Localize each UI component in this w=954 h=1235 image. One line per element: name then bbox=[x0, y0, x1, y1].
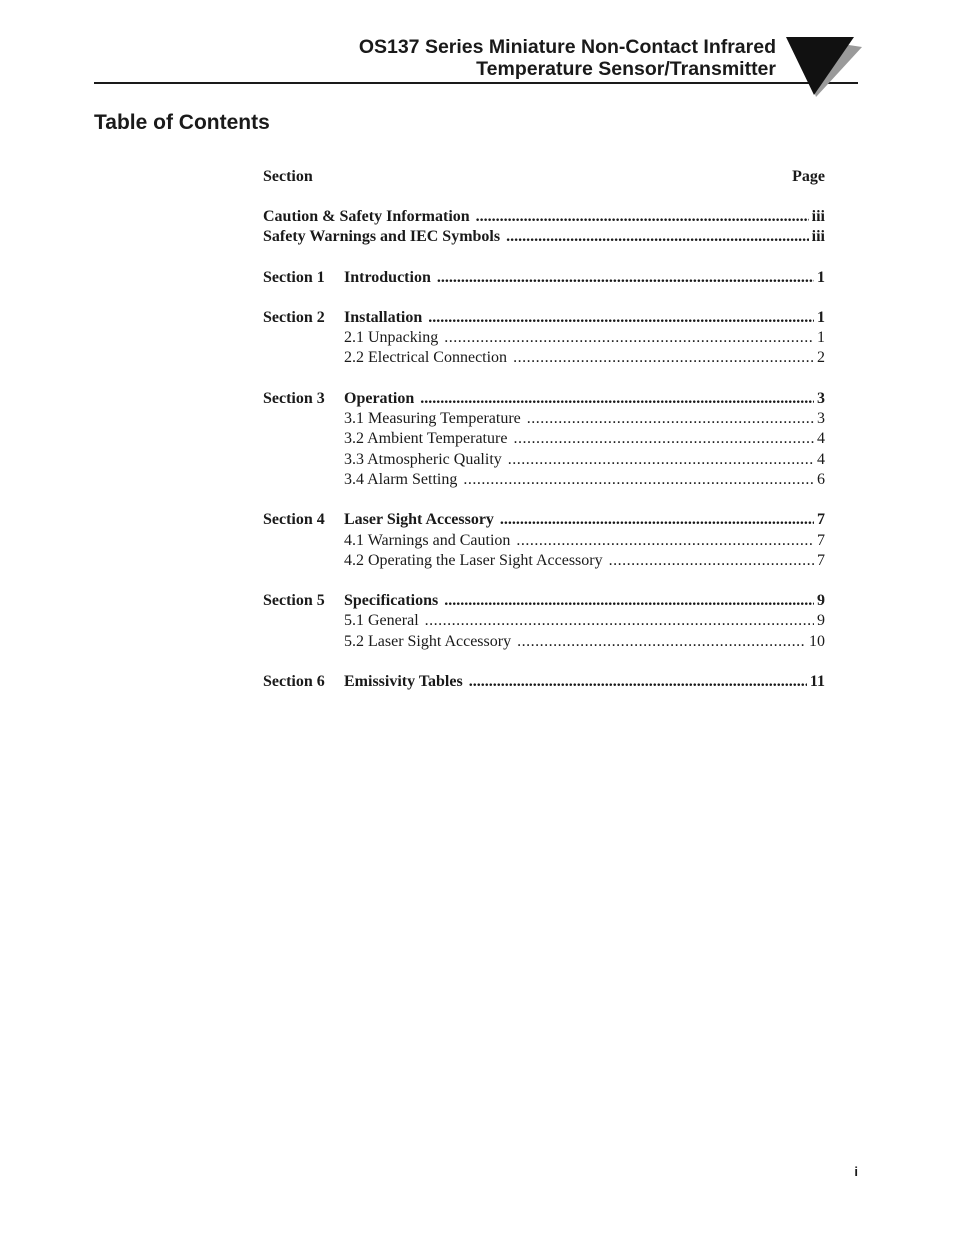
dot-leader bbox=[420, 389, 814, 409]
toc-front-entry bbox=[263, 227, 825, 247]
entry-label: 3.2 Ambient Temperature bbox=[344, 430, 508, 448]
entry-label: 4.1 Warnings and Caution bbox=[344, 531, 511, 549]
dot-leader bbox=[425, 611, 814, 631]
entry-label: 3.1 Measuring Temperature bbox=[344, 410, 521, 428]
entry-page: 6 bbox=[817, 470, 825, 488]
toc-subsection-entry bbox=[263, 409, 825, 429]
dot-leader bbox=[609, 551, 814, 571]
dot-leader bbox=[513, 348, 814, 368]
page-column-header: Page bbox=[792, 168, 825, 185]
entry-label: Operation bbox=[344, 389, 415, 407]
entry-label: 5.1 General bbox=[344, 612, 419, 630]
toc-subsection-entry bbox=[263, 450, 825, 470]
dot-leader bbox=[506, 227, 809, 247]
entry-page: 7 bbox=[817, 551, 825, 569]
toc-front-entry bbox=[263, 207, 825, 227]
dot-leader bbox=[469, 672, 807, 692]
dot-leader bbox=[444, 591, 814, 611]
entry-label: 2.2 Electrical Connection bbox=[344, 349, 508, 367]
omega-triangle-logo-icon bbox=[784, 37, 862, 97]
section-number: Section 1 bbox=[263, 268, 325, 286]
toc-section-entry bbox=[263, 389, 825, 409]
entry-label: Emissivity Tables bbox=[344, 673, 463, 691]
entry-page: 2 bbox=[817, 349, 825, 367]
toc-section-entry bbox=[263, 308, 825, 328]
dot-leader bbox=[508, 450, 814, 470]
entry-page: 1 bbox=[817, 308, 825, 326]
toc-section-entry bbox=[263, 672, 825, 692]
section-column-header: Section bbox=[263, 168, 313, 185]
dot-leader bbox=[428, 308, 814, 328]
dot-leader bbox=[500, 510, 814, 530]
entry-page: 4 bbox=[817, 450, 825, 468]
section-number: Section 2 bbox=[263, 308, 325, 326]
toc-section-entry bbox=[263, 510, 825, 530]
dot-leader bbox=[476, 207, 809, 227]
entry-label: Laser Sight Accessory bbox=[344, 511, 494, 529]
entry-page: 7 bbox=[817, 531, 825, 549]
page-number: i bbox=[854, 1164, 858, 1179]
entry-label: Caution & Safety Information bbox=[263, 208, 470, 225]
dot-leader bbox=[463, 470, 814, 490]
entry-page: 3 bbox=[817, 410, 825, 428]
toc-subsection-entry bbox=[263, 348, 825, 368]
entry-label: 2.1 Unpacking bbox=[344, 329, 439, 347]
toc-heading: Table of Contents bbox=[94, 111, 270, 134]
entry-label: 5.2 Laser Sight Accessory bbox=[344, 632, 512, 650]
toc-front-matter bbox=[263, 207, 825, 248]
section-number: Section 3 bbox=[263, 389, 325, 407]
section-number: Section 4 bbox=[263, 511, 325, 529]
document-title-line-2: Temperature Sensor/Transmitter bbox=[476, 58, 776, 80]
section-number: Section 5 bbox=[263, 592, 325, 610]
entry-page: iii bbox=[811, 228, 825, 246]
dot-leader bbox=[516, 531, 814, 551]
entry-label: 4.2 Operating the Laser Sight Accessory bbox=[344, 551, 603, 569]
toc-subsection-entry bbox=[263, 531, 825, 551]
toc-subsection-entry bbox=[263, 632, 825, 652]
entry-page: 3 bbox=[817, 389, 825, 407]
entry-page: 7 bbox=[817, 511, 825, 529]
entry-page: 9 bbox=[817, 612, 825, 630]
toc-sections bbox=[263, 248, 825, 693]
toc-subsection-entry bbox=[263, 551, 825, 571]
entry-label: Specifications bbox=[344, 592, 439, 610]
entry-page: 1 bbox=[817, 268, 825, 286]
entry-label: 3.4 Alarm Setting bbox=[344, 470, 458, 488]
entry-page: 11 bbox=[809, 673, 825, 691]
toc-section-entry bbox=[263, 268, 825, 288]
dot-leader bbox=[517, 632, 806, 652]
document-title-line-1: OS137 Series Miniature Non-Contact Infrared bbox=[358, 36, 776, 58]
entry-page: 9 bbox=[817, 592, 825, 610]
entry-page: 1 bbox=[817, 329, 825, 347]
entry-label: Installation bbox=[344, 308, 423, 326]
page-header bbox=[94, 0, 858, 90]
entry-page: 4 bbox=[817, 430, 825, 448]
section-number: Section 6 bbox=[263, 673, 325, 691]
entry-page: 10 bbox=[809, 632, 825, 650]
entry-page: iii bbox=[811, 208, 825, 225]
dot-leader bbox=[444, 328, 814, 348]
toc-column-headers bbox=[263, 167, 825, 187]
table-of-contents bbox=[263, 167, 825, 692]
toc-subsection-entry bbox=[263, 328, 825, 348]
entry-label: Introduction bbox=[344, 268, 431, 286]
entry-label: Safety Warnings and IEC Symbols bbox=[263, 228, 501, 246]
document-title bbox=[359, 36, 776, 80]
toc-section-entry bbox=[263, 591, 825, 611]
header-divider bbox=[94, 82, 858, 84]
toc-subsection-entry bbox=[263, 429, 825, 449]
dot-leader bbox=[513, 429, 814, 449]
toc-subsection-entry bbox=[263, 611, 825, 631]
dot-leader bbox=[437, 268, 814, 288]
toc-subsection-entry bbox=[263, 470, 825, 490]
dot-leader bbox=[527, 409, 814, 429]
entry-label: 3.3 Atmospheric Quality bbox=[344, 450, 502, 468]
